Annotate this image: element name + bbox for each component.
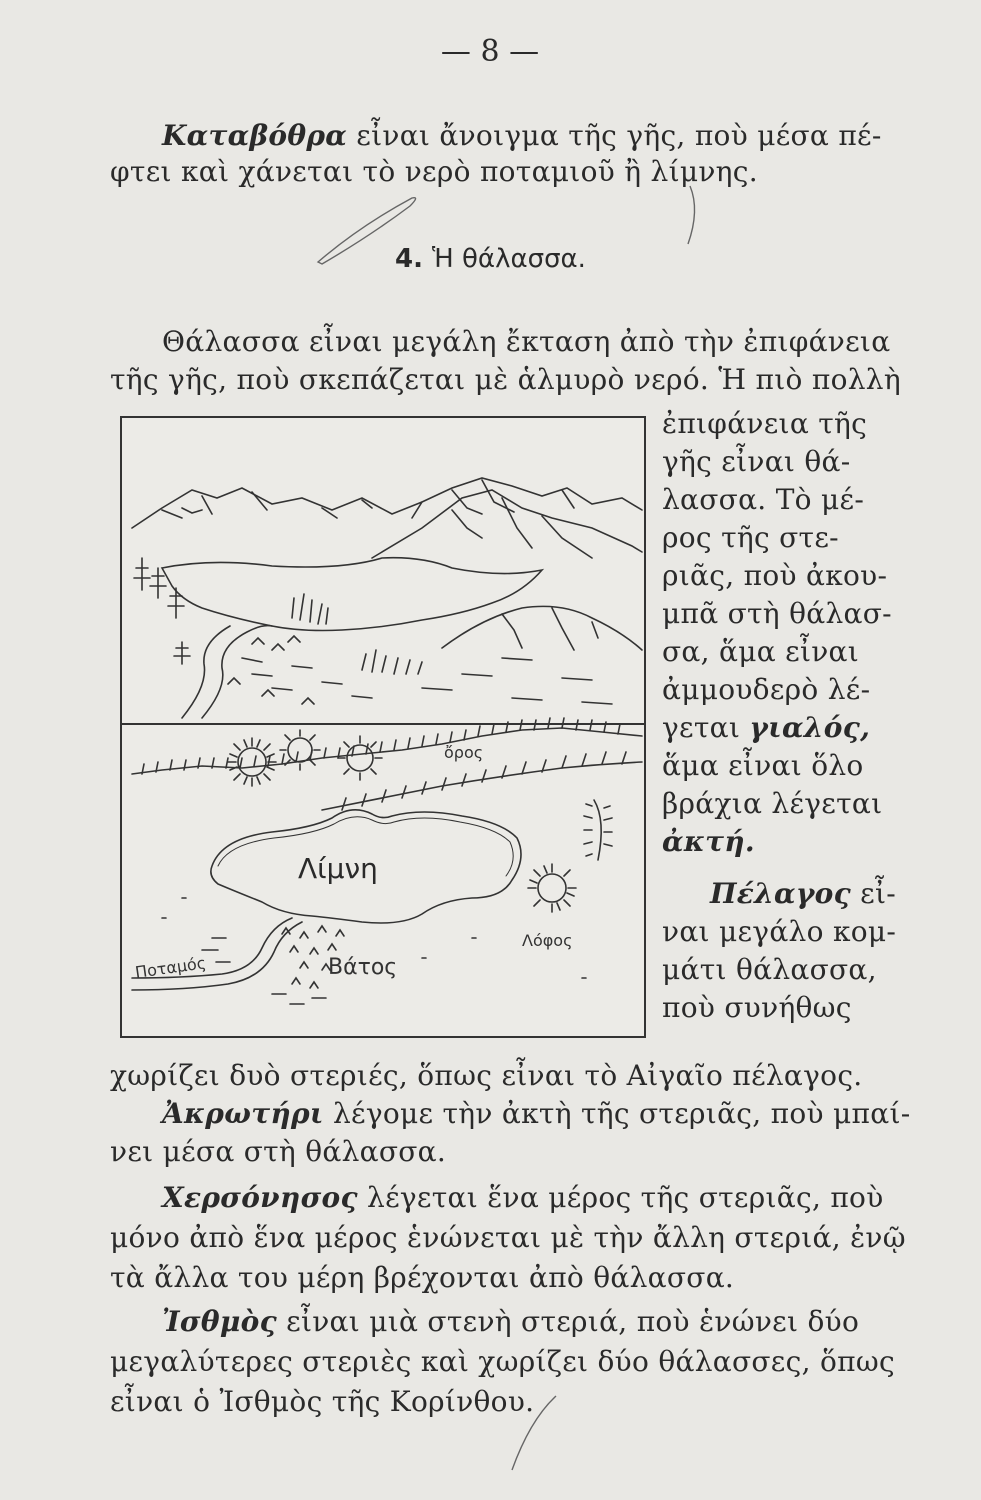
para1-line1-text: εἶναι ἄνοιγμα τῆς γῆς, ποὺ μέσα πέ- [347,119,882,152]
section-number: 4. [395,244,423,274]
side-line: ἐπιφάνεια τῆς [662,407,868,440]
para2-line1: Θάλασσα εἶναι μεγάλη ἔκταση ἀπὸ τὴν ἐπιφάνεια [162,325,891,358]
term-akrotiri: Ἀκρωτήρι [162,1097,324,1130]
map-label-vatos: Βάτος [328,955,398,980]
landscape-top-panel [132,478,642,718]
side-line: ρος τῆς στε- [662,521,839,554]
map-label-limni: Λίμνη [298,852,378,885]
hill-symbol [280,730,320,770]
para4-line2: νει μέσα στὴ θάλασσα. [110,1135,447,1168]
para4-line1 [162,1096,911,1132]
term-chersonisos: Χερσόνησος [162,1181,358,1214]
side-line: ριᾶς, ποὺ ἀκου- [662,559,888,592]
side-line: γῆς εἶναι θά- [662,445,851,478]
term-katavothra: Καταβόθρα [162,119,348,152]
side-line: ποὺ συνήθως [662,991,852,1024]
hill-symbol [228,738,276,786]
para5-line1 [162,1180,884,1216]
side-line: βράχια λέγεται [662,787,883,820]
hill-symbol [528,864,576,912]
side-gialos-pre: γεται [662,711,750,744]
side-line: μπᾶ στὴ θάλασ- [662,597,892,630]
para3-line1 [710,876,896,912]
para6-line2: μεγαλύτερες στεριὲς καὶ χωρίζει δύο θάλασσες, ὅπως [110,1345,895,1378]
side-line: ἅμα εἶναι ὅλο [662,749,864,782]
landscape-illustration [122,418,644,1036]
para6-line1 [162,1304,859,1340]
side-line: ναι μεγάλο κομ- [662,915,897,948]
page-number: — 8 — [440,34,540,69]
side-line: ἀμμουδερὸ λέ- [662,673,871,706]
term-isthmos: Ἰσθμὸς [162,1305,277,1338]
para1-line2: φτει καὶ χάνεται τὸ νερὸ ποταμιοῦ ἢ λίμνης. [110,155,758,188]
side-line-gialos [662,710,870,746]
side-line: σα, ἅμα εἶναι [662,635,860,668]
para5-line1-text: λέγεται ἕνα μέρος τῆς στεριᾶς, ποὺ [357,1181,884,1214]
para1-line1 [162,118,882,154]
para3-line1-text: εἶ- [850,877,897,910]
para2-line2: τῆς γῆς, ποὺ σκεπάζεται μὲ ἁλμυρὸ νερό. Ἡ πιὸ πολλὴ [110,363,901,396]
para4-line1-text: λέγομε τὴν ἀκτὴ τῆς στεριᾶς, ποὺ μπαί- [323,1097,911,1130]
term-pelagos: Πέλαγος [710,877,851,910]
para5-line3: τὰ ἄλλα του μέρη βρέχονται ἀπὸ θάλασσα. [110,1261,735,1294]
map-label-lofos: Λόφος [522,931,573,950]
landscape-figure [120,416,646,1038]
side-line: λασσα. Τὸ μέ- [662,483,865,516]
section-title: Ἡ θάλασσα. [432,244,586,274]
para6-line1-text: εἶναι μιὰ στενὴ στεριά, ποὺ ἑνώνει δύο [276,1305,860,1338]
term-gialos: γιαλός, [749,711,871,744]
section-heading [395,244,586,274]
pencil-mark [688,186,695,244]
para6-line3: εἶναι ὁ Ἰσθμὸς τῆς Κορίνθου. [110,1385,535,1418]
side-line: μάτι θάλασσα, [662,953,877,986]
para3-line-full: χωρίζει δυὸ στεριές, ὅπως εἶναι τὸ Αἰγαῖο πέλαγος. [110,1059,863,1092]
term-akti: ἀκτή. [662,825,755,858]
hill-symbol [584,800,612,860]
map-label-potamos: Ποταμός [133,953,208,982]
map-label-oros: ὄρος [444,743,484,762]
para5-line2: μόνο ἀπὸ ἕνα μέρος ἑνώνεται μὲ τὴν ἄλλη στεριά, ἐνῷ [110,1221,906,1254]
hill-symbol [338,736,382,780]
